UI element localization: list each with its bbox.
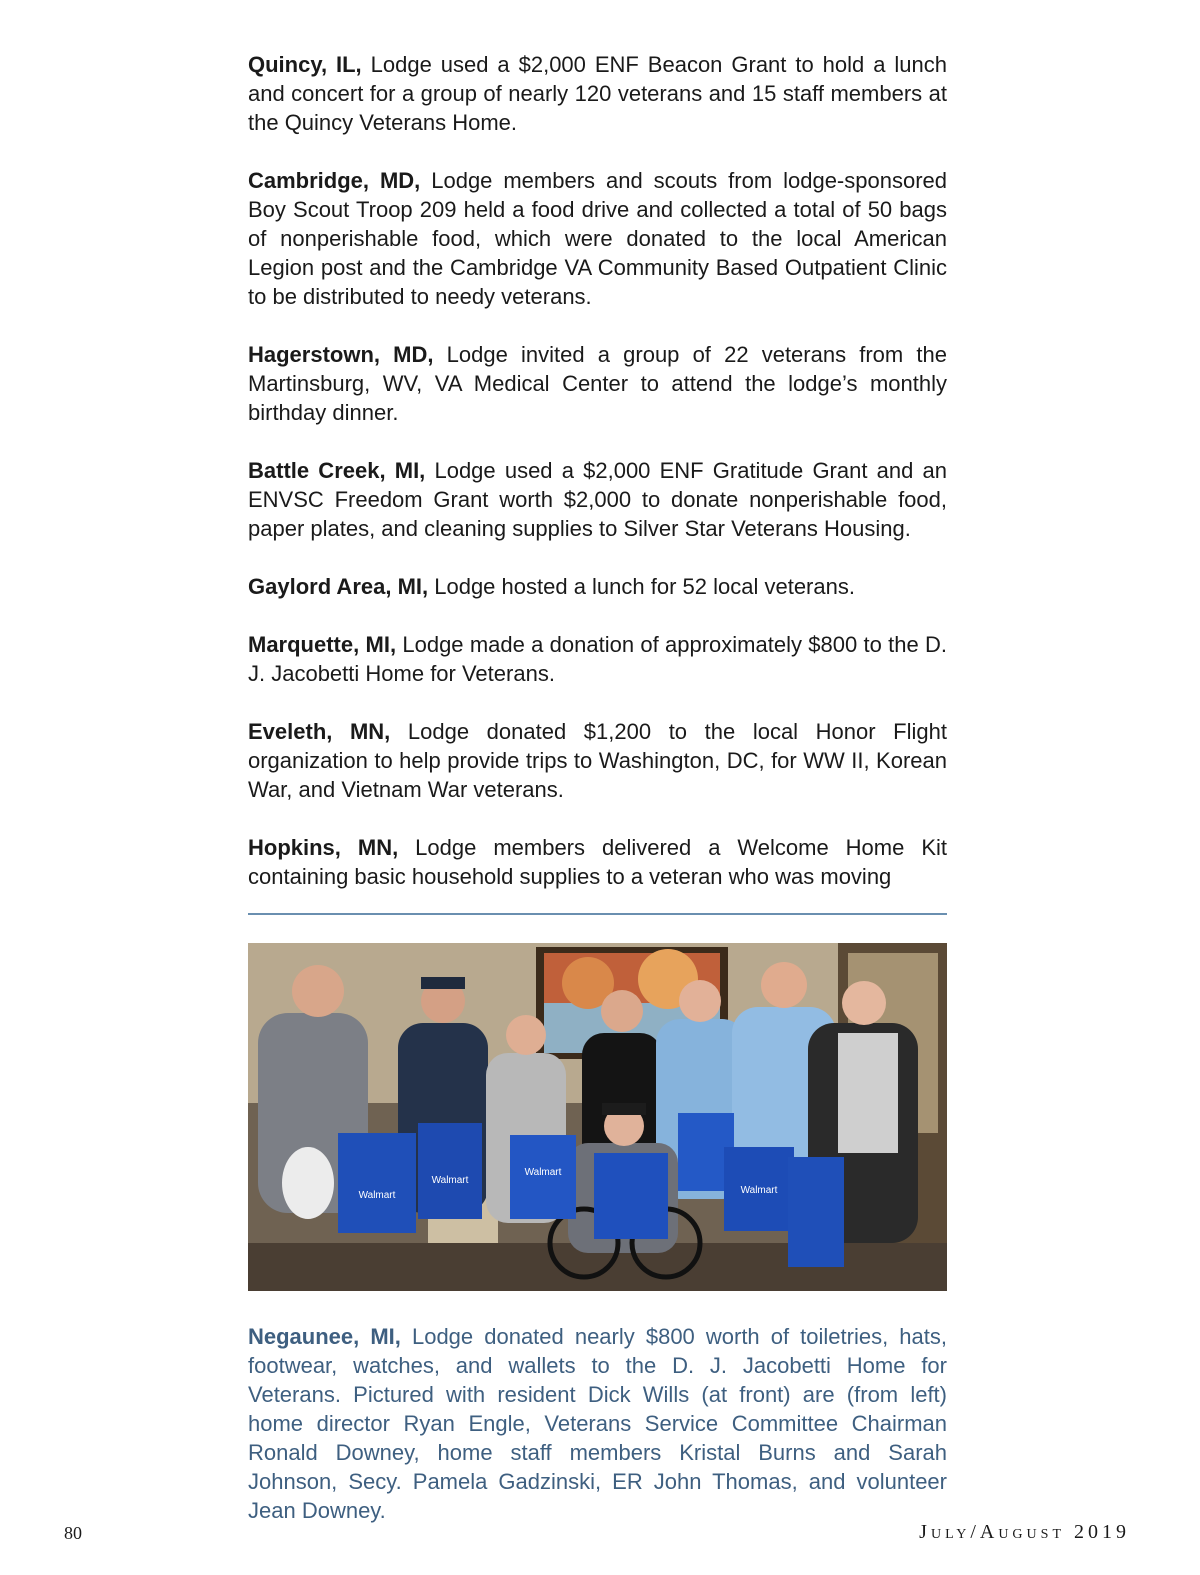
entry-place: Marquette, MI,: [248, 632, 397, 657]
entry-place: Hagerstown, MD,: [248, 342, 434, 367]
entry-place: Eveleth, MN,: [248, 719, 391, 744]
group-photo-illustration: [248, 943, 947, 1291]
section-divider: [248, 913, 947, 915]
entry-eveleth: [248, 717, 947, 804]
page-number: 80: [64, 1523, 82, 1543]
bag-brand-label: Walmart: [358, 1190, 396, 1201]
entry-place: Gaylord Area, MI,: [248, 574, 429, 599]
entry-text: Lodge used a $2,000 ENF Beacon Grant to hold a lunch and concert for a group of nearly 120 veterans and 15 staff members at the Quincy Veterans Home.: [248, 52, 947, 135]
entry-text: Lodge members and scouts from lodge-sponsored Boy Scout Troop 209 held a food drive and collected a total of 50 bags of nonperishable food, which were donated to the local American Legion post and the Cambridge VA Community Based Outpatient Clinic to be distributed to needy veterans.: [248, 168, 947, 309]
entry-text: Lodge hosted a lunch for 52 local veterans.: [428, 574, 855, 599]
entry-text: Lodge members delivered a Welcome Home Kit containing basic household supplies to a veteran who was moving: [248, 835, 947, 889]
entry-place: Cambridge, MD,: [248, 168, 421, 193]
entry-battle-creek: [248, 456, 947, 543]
issue-date: July/August 2019: [919, 1521, 1130, 1543]
entry-hagerstown: [248, 340, 947, 427]
bag-brand-label: Walmart: [431, 1175, 469, 1186]
entry-marquette: [248, 630, 947, 688]
bag-brand-label: Walmart: [740, 1185, 778, 1196]
entry-place: Battle Creek, MI,: [248, 458, 426, 483]
entry-text: Lodge made a donation of approximately $800 to the D. J. Jacobetti Home for Veterans.: [248, 632, 947, 686]
photo-caption: [248, 1322, 947, 1525]
article-column: [248, 50, 947, 891]
entry-hopkins: [248, 833, 947, 891]
entry-text: Lodge invited a group of 22 veterans from the Martinsburg, WV, VA Medical Center to attend the lodge’s monthly birthday dinner.: [248, 342, 947, 425]
entry-gaylord: [248, 572, 947, 601]
entry-text: Lodge donated $1,200 to the local Honor Flight organization to help provide trips to Washington, DC, for WW II, Korean War, and Vietnam War veterans.: [248, 719, 947, 802]
entry-text: Lodge used a $2,000 ENF Gratitude Grant and an ENVSC Freedom Grant worth $2,000 to donate nonperishable food, paper plates, and cleaning supplies to Silver Star Veterans Housing.: [248, 458, 947, 541]
entry-place: Hopkins, MN,: [248, 835, 399, 860]
caption-text: Lodge donated nearly $800 worth of toiletries, hats, footwear, watches, and wallets to the D. J. Jacobetti Home for Veterans. Pictured with resident Dick Wills (at front) are (from left) home director Ryan Engle, Veterans Service Committee Chairman Ronald Downey, home staff members Kristal Burns and Sarah Johnson, Secy. Pamela Gadzinski, ER John Thomas, and volunteer Jean Downey.: [248, 1324, 947, 1523]
group-photo: [248, 943, 947, 1291]
entry-place: Quincy, IL,: [248, 52, 362, 77]
bag-brand-label: Walmart: [524, 1167, 562, 1178]
caption-place: Negaunee, MI,: [248, 1324, 401, 1349]
entry-cambridge: [248, 166, 947, 311]
entry-quincy: [248, 50, 947, 137]
